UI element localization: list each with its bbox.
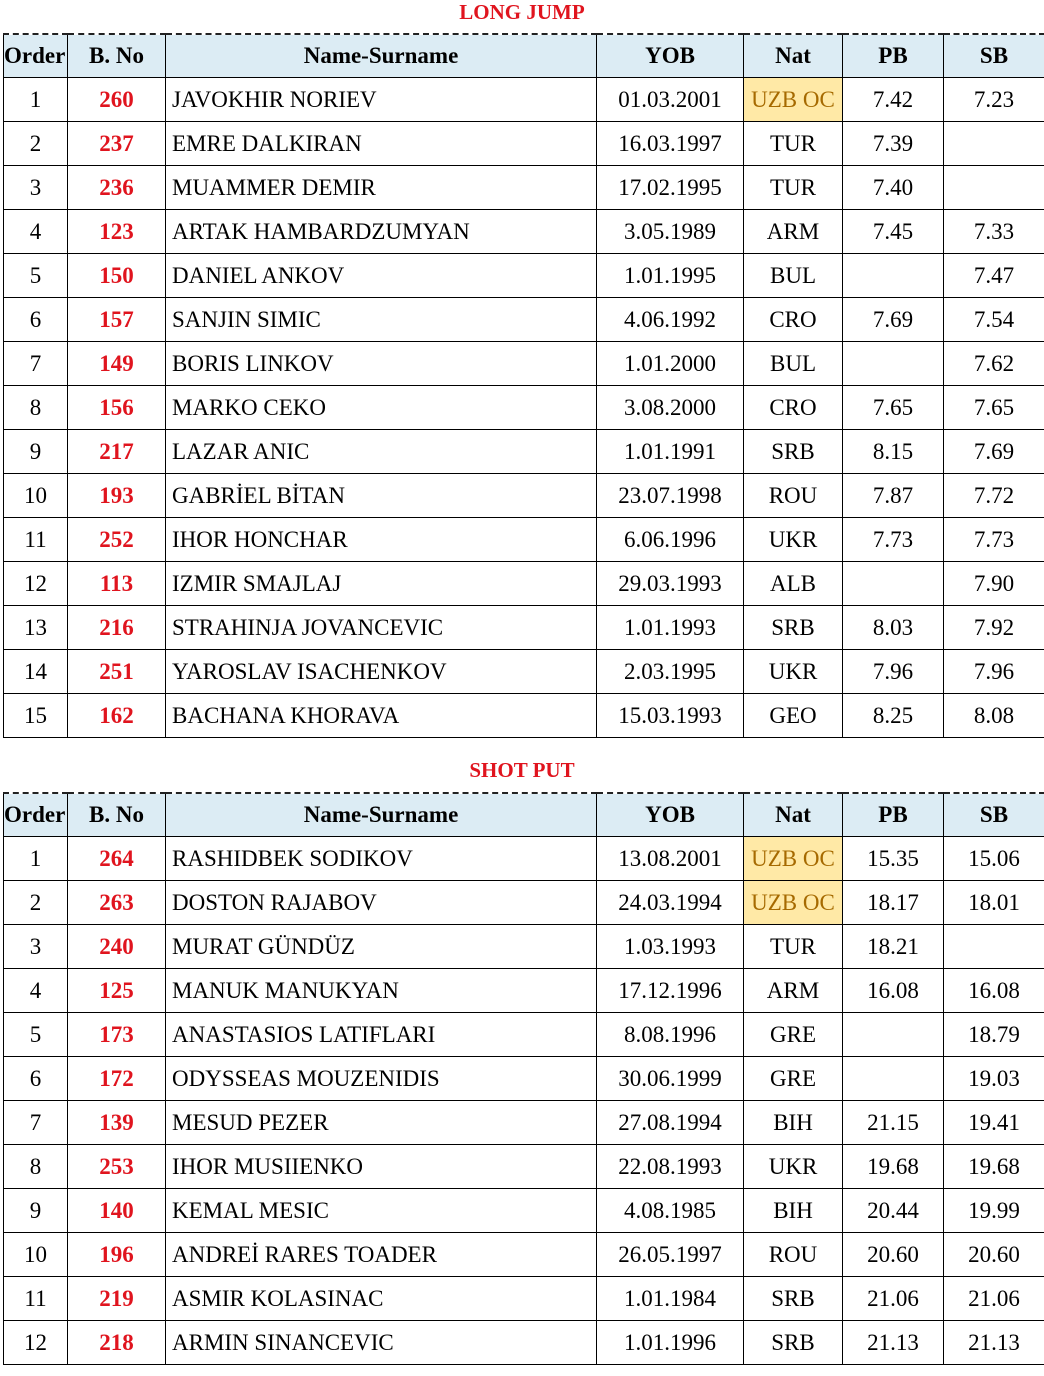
cell-order: 12 — [4, 1321, 68, 1365]
table-row — [4, 925, 1044, 969]
header-bib: B. No — [68, 793, 166, 837]
cell-bib-number: 260 — [68, 78, 166, 122]
cell-order: 15 — [4, 694, 68, 738]
cell-personal-best: 7.39 — [843, 122, 944, 166]
shot-put-title: SHOT PUT — [469, 758, 575, 782]
cell-bib-number: 251 — [68, 650, 166, 694]
cell-nationality: BUL — [744, 254, 843, 298]
cell-athlete-name: IHOR HONCHAR — [166, 518, 597, 562]
cell-nationality: SRB — [744, 430, 843, 474]
cell-order: 1 — [4, 78, 68, 122]
cell-year-of-birth: 17.12.1996 — [597, 969, 744, 1013]
table-row — [4, 606, 1044, 650]
cell-personal-best: 7.73 — [843, 518, 944, 562]
cell-season-best — [944, 166, 1044, 210]
cell-athlete-name: MARKO CEKO — [166, 386, 597, 430]
header-nat: Nat — [744, 34, 843, 78]
long-jump-table — [3, 33, 1044, 738]
cell-season-best: 21.13 — [944, 1321, 1044, 1365]
cell-bib-number: 193 — [68, 474, 166, 518]
cell-bib-number: 157 — [68, 298, 166, 342]
cell-season-best: 7.65 — [944, 386, 1044, 430]
cell-order: 8 — [4, 1145, 68, 1189]
cell-order: 3 — [4, 166, 68, 210]
cell-year-of-birth: 3.08.2000 — [597, 386, 744, 430]
cell-season-best: 7.47 — [944, 254, 1044, 298]
table-row — [4, 210, 1044, 254]
cell-order: 8 — [4, 386, 68, 430]
cell-bib-number: 173 — [68, 1013, 166, 1057]
cell-season-best: 7.96 — [944, 650, 1044, 694]
cell-nationality: TUR — [744, 166, 843, 210]
cell-nationality: CRO — [744, 298, 843, 342]
cell-season-best: 19.99 — [944, 1189, 1044, 1233]
cell-athlete-name: LAZAR ANIC — [166, 430, 597, 474]
cell-nationality: UKR — [744, 1145, 843, 1189]
cell-nationality: SRB — [744, 1321, 843, 1365]
table-row — [4, 1013, 1044, 1057]
table-header-row — [4, 793, 1044, 837]
cell-bib-number: 237 — [68, 122, 166, 166]
cell-nationality: ARM — [744, 969, 843, 1013]
cell-season-best: 18.79 — [944, 1013, 1044, 1057]
cell-athlete-name: ANASTASIOS LATIFLARI — [166, 1013, 597, 1057]
cell-year-of-birth: 26.05.1997 — [597, 1233, 744, 1277]
table-row — [4, 1233, 1044, 1277]
cell-athlete-name: JAVOKHIR NORIEV — [166, 78, 597, 122]
cell-year-of-birth: 27.08.1994 — [597, 1101, 744, 1145]
cell-nationality: BIH — [744, 1101, 843, 1145]
cell-nationality: GEO — [744, 694, 843, 738]
cell-personal-best: 15.35 — [843, 837, 944, 881]
cell-order: 5 — [4, 1013, 68, 1057]
header-name: Name-Surname — [166, 34, 597, 78]
cell-year-of-birth: 8.08.1996 — [597, 1013, 744, 1057]
cell-nationality: BUL — [744, 342, 843, 386]
cell-personal-best: 18.17 — [843, 881, 944, 925]
cell-nationality: SRB — [744, 1277, 843, 1321]
cell-nationality: ALB — [744, 562, 843, 606]
cell-season-best: 7.72 — [944, 474, 1044, 518]
cell-athlete-name: RASHIDBEK SODIKOV — [166, 837, 597, 881]
cell-personal-best — [843, 562, 944, 606]
cell-year-of-birth: 4.06.1992 — [597, 298, 744, 342]
cell-bib-number: 156 — [68, 386, 166, 430]
table-row — [4, 298, 1044, 342]
cell-bib-number: 216 — [68, 606, 166, 650]
cell-personal-best: 8.03 — [843, 606, 944, 650]
cell-athlete-name: YAROSLAV ISACHENKOV — [166, 650, 597, 694]
table-row — [4, 386, 1044, 430]
table-row — [4, 694, 1044, 738]
cell-year-of-birth: 1.01.1984 — [597, 1277, 744, 1321]
header-order: Order — [4, 34, 68, 78]
cell-nationality: GRE — [744, 1057, 843, 1101]
cell-season-best: 20.60 — [944, 1233, 1044, 1277]
cell-season-best: 8.08 — [944, 694, 1044, 738]
cell-nationality: ARM — [744, 210, 843, 254]
cell-personal-best: 7.40 — [843, 166, 944, 210]
cell-nationality: UKR — [744, 650, 843, 694]
cell-order: 1 — [4, 837, 68, 881]
header-order: Order — [4, 793, 68, 837]
table-row — [4, 122, 1044, 166]
cell-personal-best: 7.45 — [843, 210, 944, 254]
cell-nationality: UZB OC — [744, 881, 843, 925]
table-header-row — [4, 34, 1044, 78]
cell-season-best: 7.92 — [944, 606, 1044, 650]
cell-year-of-birth: 17.02.1995 — [597, 166, 744, 210]
table-row — [4, 430, 1044, 474]
cell-bib-number: 217 — [68, 430, 166, 474]
cell-personal-best: 21.06 — [843, 1277, 944, 1321]
cell-order: 10 — [4, 474, 68, 518]
table-row — [4, 969, 1044, 1013]
cell-year-of-birth: 1.01.1995 — [597, 254, 744, 298]
cell-season-best: 7.90 — [944, 562, 1044, 606]
cell-athlete-name: SANJIN SIMIC — [166, 298, 597, 342]
cell-year-of-birth: 22.08.1993 — [597, 1145, 744, 1189]
cell-order: 4 — [4, 969, 68, 1013]
cell-order: 2 — [4, 122, 68, 166]
cell-bib-number: 149 — [68, 342, 166, 386]
cell-bib-number: 196 — [68, 1233, 166, 1277]
cell-athlete-name: IZMIR SMAJLAJ — [166, 562, 597, 606]
cell-order: 4 — [4, 210, 68, 254]
cell-personal-best: 19.68 — [843, 1145, 944, 1189]
cell-bib-number: 113 — [68, 562, 166, 606]
cell-bib-number: 264 — [68, 837, 166, 881]
cell-personal-best: 7.65 — [843, 386, 944, 430]
table-row — [4, 342, 1044, 386]
cell-personal-best: 21.13 — [843, 1321, 944, 1365]
cell-bib-number: 125 — [68, 969, 166, 1013]
cell-nationality: ROU — [744, 1233, 843, 1277]
cell-order: 10 — [4, 1233, 68, 1277]
cell-athlete-name: KEMAL MESIC — [166, 1189, 597, 1233]
cell-personal-best: 20.60 — [843, 1233, 944, 1277]
cell-athlete-name: MESUD PEZER — [166, 1101, 597, 1145]
cell-year-of-birth: 1.01.1993 — [597, 606, 744, 650]
cell-year-of-birth: 01.03.2001 — [597, 78, 744, 122]
cell-bib-number: 123 — [68, 210, 166, 254]
cell-season-best: 7.69 — [944, 430, 1044, 474]
cell-season-best: 7.54 — [944, 298, 1044, 342]
cell-bib-number: 172 — [68, 1057, 166, 1101]
cell-season-best: 7.33 — [944, 210, 1044, 254]
cell-year-of-birth: 30.06.1999 — [597, 1057, 744, 1101]
cell-year-of-birth: 1.01.1991 — [597, 430, 744, 474]
header-name: Name-Surname — [166, 793, 597, 837]
cell-bib-number: 139 — [68, 1101, 166, 1145]
cell-year-of-birth: 15.03.1993 — [597, 694, 744, 738]
cell-bib-number: 252 — [68, 518, 166, 562]
cell-athlete-name: ARMIN SINANCEVIC — [166, 1321, 597, 1365]
cell-athlete-name: ANDREİ RARES TOADER — [166, 1233, 597, 1277]
table-row — [4, 254, 1044, 298]
cell-order: 6 — [4, 298, 68, 342]
cell-year-of-birth: 24.03.1994 — [597, 881, 744, 925]
cell-order: 7 — [4, 342, 68, 386]
cell-season-best: 16.08 — [944, 969, 1044, 1013]
cell-order: 3 — [4, 925, 68, 969]
cell-bib-number: 218 — [68, 1321, 166, 1365]
cell-athlete-name: BORIS LINKOV — [166, 342, 597, 386]
cell-order: 9 — [4, 1189, 68, 1233]
table-row — [4, 1101, 1044, 1145]
cell-bib-number: 236 — [68, 166, 166, 210]
cell-season-best: 7.73 — [944, 518, 1044, 562]
table-row — [4, 518, 1044, 562]
long-jump-title: LONG JUMP — [459, 0, 585, 24]
cell-season-best: 19.41 — [944, 1101, 1044, 1145]
table-row — [4, 1057, 1044, 1101]
cell-year-of-birth: 4.08.1985 — [597, 1189, 744, 1233]
cell-order: 9 — [4, 430, 68, 474]
cell-personal-best: 20.44 — [843, 1189, 944, 1233]
shot-put-table — [3, 792, 1044, 1365]
cell-bib-number: 150 — [68, 254, 166, 298]
cell-nationality: SRB — [744, 606, 843, 650]
cell-athlete-name: GABRİEL BİTAN — [166, 474, 597, 518]
cell-athlete-name: MANUK MANUKYAN — [166, 969, 597, 1013]
cell-athlete-name: DANIEL ANKOV — [166, 254, 597, 298]
cell-personal-best: 21.15 — [843, 1101, 944, 1145]
cell-personal-best: 18.21 — [843, 925, 944, 969]
cell-season-best: 7.23 — [944, 78, 1044, 122]
cell-nationality: UZB OC — [744, 78, 843, 122]
table-row — [4, 474, 1044, 518]
cell-order: 12 — [4, 562, 68, 606]
cell-year-of-birth: 6.06.1996 — [597, 518, 744, 562]
table-row — [4, 1321, 1044, 1365]
cell-personal-best — [843, 342, 944, 386]
table-row — [4, 1145, 1044, 1189]
cell-order: 11 — [4, 518, 68, 562]
cell-year-of-birth: 1.01.2000 — [597, 342, 744, 386]
cell-personal-best — [843, 1057, 944, 1101]
cell-season-best: 7.62 — [944, 342, 1044, 386]
table-row — [4, 837, 1044, 881]
cell-season-best: 21.06 — [944, 1277, 1044, 1321]
cell-year-of-birth: 1.03.1993 — [597, 925, 744, 969]
cell-order: 11 — [4, 1277, 68, 1321]
cell-personal-best: 8.15 — [843, 430, 944, 474]
cell-order: 2 — [4, 881, 68, 925]
cell-nationality: TUR — [744, 925, 843, 969]
cell-bib-number: 263 — [68, 881, 166, 925]
cell-year-of-birth: 23.07.1998 — [597, 474, 744, 518]
cell-year-of-birth: 3.05.1989 — [597, 210, 744, 254]
table-row — [4, 562, 1044, 606]
cell-athlete-name: MUAMMER DEMIR — [166, 166, 597, 210]
header-bib: B. No — [68, 34, 166, 78]
cell-athlete-name: ODYSSEAS MOUZENIDIS — [166, 1057, 597, 1101]
cell-personal-best: 8.25 — [843, 694, 944, 738]
cell-year-of-birth: 29.03.1993 — [597, 562, 744, 606]
cell-personal-best — [843, 1013, 944, 1057]
cell-athlete-name: IHOR MUSIIENKO — [166, 1145, 597, 1189]
cell-bib-number: 219 — [68, 1277, 166, 1321]
cell-year-of-birth: 16.03.1997 — [597, 122, 744, 166]
cell-year-of-birth: 13.08.2001 — [597, 837, 744, 881]
cell-nationality: GRE — [744, 1013, 843, 1057]
header-nat: Nat — [744, 793, 843, 837]
cell-nationality: ROU — [744, 474, 843, 518]
table-row — [4, 650, 1044, 694]
cell-order: 13 — [4, 606, 68, 650]
cell-nationality: TUR — [744, 122, 843, 166]
cell-athlete-name: DOSTON RAJABOV — [166, 881, 597, 925]
cell-personal-best: 7.96 — [843, 650, 944, 694]
cell-bib-number: 240 — [68, 925, 166, 969]
header-sb: SB — [944, 793, 1044, 837]
cell-athlete-name: BACHANA KHORAVA — [166, 694, 597, 738]
header-pb: PB — [843, 34, 944, 78]
header-yob: YOB — [597, 34, 744, 78]
cell-season-best: 15.06 — [944, 837, 1044, 881]
cell-order: 7 — [4, 1101, 68, 1145]
cell-athlete-name: ASMIR KOLASINAC — [166, 1277, 597, 1321]
cell-order: 5 — [4, 254, 68, 298]
cell-nationality: UKR — [744, 518, 843, 562]
cell-season-best — [944, 925, 1044, 969]
cell-year-of-birth: 2.03.1995 — [597, 650, 744, 694]
cell-personal-best: 16.08 — [843, 969, 944, 1013]
table-row — [4, 1189, 1044, 1233]
cell-order: 6 — [4, 1057, 68, 1101]
header-pb: PB — [843, 793, 944, 837]
table-row — [4, 166, 1044, 210]
header-yob: YOB — [597, 793, 744, 837]
cell-season-best: 19.03 — [944, 1057, 1044, 1101]
cell-nationality: CRO — [744, 386, 843, 430]
cell-athlete-name: EMRE DALKIRAN — [166, 122, 597, 166]
cell-personal-best: 7.69 — [843, 298, 944, 342]
cell-personal-best — [843, 254, 944, 298]
cell-athlete-name: MURAT GÜNDÜZ — [166, 925, 597, 969]
cell-bib-number: 253 — [68, 1145, 166, 1189]
table-row — [4, 881, 1044, 925]
cell-season-best: 18.01 — [944, 881, 1044, 925]
cell-athlete-name: STRAHINJA JOVANCEVIC — [166, 606, 597, 650]
cell-personal-best: 7.87 — [843, 474, 944, 518]
cell-athlete-name: ARTAK HAMBARDZUMYAN — [166, 210, 597, 254]
header-sb: SB — [944, 34, 1044, 78]
cell-order: 14 — [4, 650, 68, 694]
cell-year-of-birth: 1.01.1996 — [597, 1321, 744, 1365]
table-row — [4, 78, 1044, 122]
cell-bib-number: 140 — [68, 1189, 166, 1233]
cell-nationality: BIH — [744, 1189, 843, 1233]
table-row — [4, 1277, 1044, 1321]
cell-nationality: UZB OC — [744, 837, 843, 881]
cell-personal-best: 7.42 — [843, 78, 944, 122]
cell-season-best: 19.68 — [944, 1145, 1044, 1189]
cell-season-best — [944, 122, 1044, 166]
cell-bib-number: 162 — [68, 694, 166, 738]
